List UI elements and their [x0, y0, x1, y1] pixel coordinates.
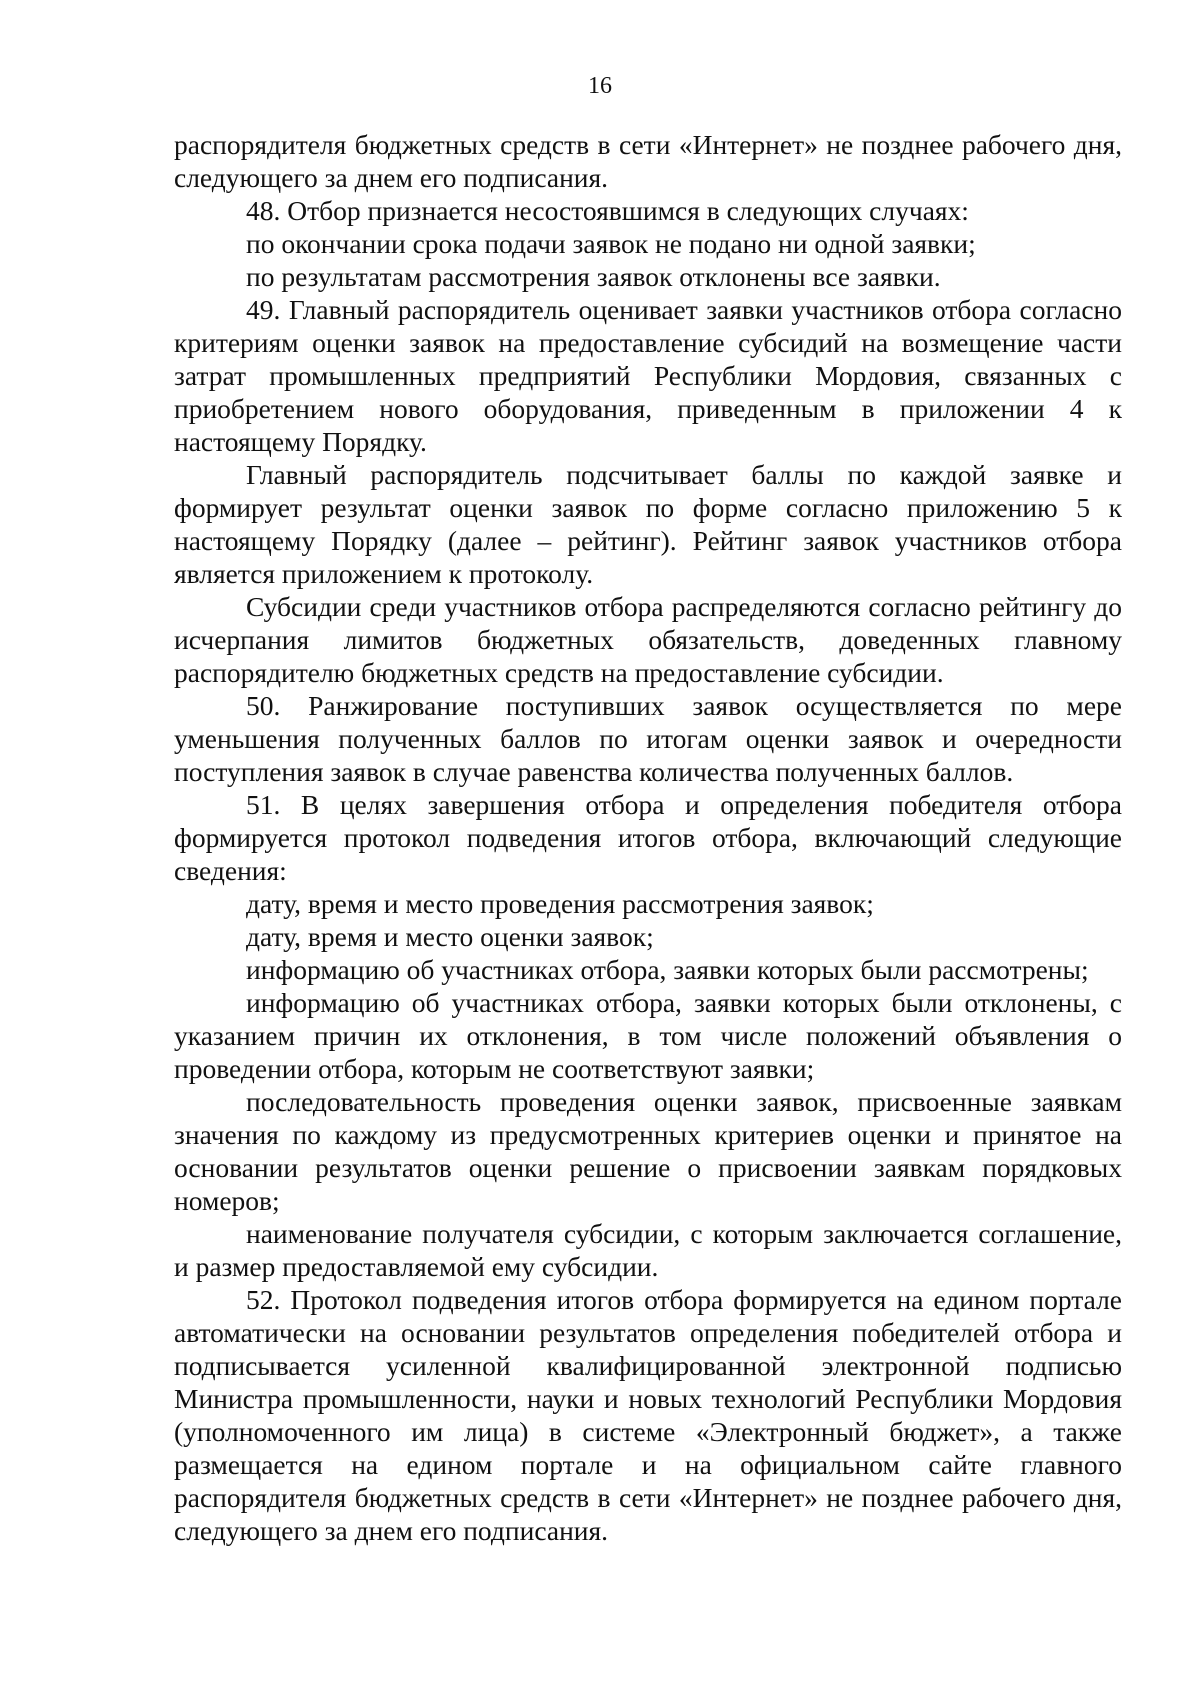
- document-body: [174, 128, 1122, 1547]
- paragraph-continuation: распорядителя бюджетных средств в сети «Интернет» не позднее рабочего дня, следующего за днем его подписания.: [174, 129, 1122, 193]
- paragraph-protocol-date-evaluation: дату, время и место оценки заявок;: [246, 921, 654, 952]
- paragraph-case-2: по результатам рассмотрения заявок отклонены все заявки.: [246, 261, 941, 292]
- paragraph-item-49: 49. Главный распорядитель оценивает заявки участников отбора согласно критериям оценки заявок на предоставление субсидий на возмещение части затрат промышленных предприятий Республики Мордовия, связанных с приобретением нового оборудования, приведенным в приложении 4 к настоящему Порядку.: [174, 294, 1122, 457]
- paragraph-protocol-rejected: информацию об участниках отбора, заявки которых были отклонены, с указанием причин их отклонения, в том числе положений объявления о проведении отбора, которым не соответствуют заявки;: [174, 987, 1122, 1084]
- paragraph-item-50: 50. Ранжирование поступивших заявок осуществляется по мере уменьшения полученных баллов по итогам оценки заявок и очередности поступления заявок в случае равенства количества полученных баллов.: [174, 690, 1122, 787]
- paragraph-item-51: 51. В целях завершения отбора и определения победителя отбора формируется протокол подведения итогов отбора, включающий следующие сведения:: [174, 789, 1122, 886]
- paragraph-distribution: Субсидии среди участников отбора распределяются согласно рейтингу до исчерпания лимитов бюджетных обязательств, доведенных главному распорядителю бюджетных средств на предоставление субсидии.: [174, 591, 1122, 688]
- paragraph-protocol-reviewed: информацию об участниках отбора, заявки которых были рассмотрены;: [246, 954, 1089, 985]
- paragraph-item-52: 52. Протокол подведения итогов отбора формируется на едином портале автоматически на основании результатов определения победителей отбора и подписывается усиленной квалифицированной электронной подписью Министра промышленности, науки и новых технологий Республики Мордовия (уполномоченного им лица) в системе «Электронный бюджет», а также размещается на едином портале и на официальном сайте главного распорядителя бюджетных средств в сети «Интернет» не позднее рабочего дня, следующего за днем его подписания.: [174, 1284, 1122, 1546]
- paragraph-case-1: по окончании срока подачи заявок не подано ни одной заявки;: [246, 228, 976, 259]
- page-number: 16: [588, 73, 612, 99]
- paragraph-protocol-sequence: последовательность проведения оценки заявок, присвоенные заявкам значения по каждому из предусмотренных критериев оценки и принятое на основании результатов оценки решение о присвоении заявкам порядковых номеров;: [174, 1086, 1122, 1216]
- paragraph-rating: Главный распорядитель подсчитывает баллы по каждой заявке и формирует результат оценки заявок по форме согласно приложению 5 к настоящему Порядку (далее – рейтинг). Рейтинг заявок участников отбора является приложением к протоколу.: [174, 459, 1122, 589]
- paragraph-item-48: 48. Отбор признается несостоявшимся в следующих случаях:: [246, 195, 969, 226]
- paragraph-protocol-recipient: наименование получателя субсидии, с которым заключается соглашение, и размер предоставляемой ему субсидии.: [174, 1218, 1122, 1282]
- paragraph-protocol-date-review: дату, время и место проведения рассмотрения заявок;: [246, 888, 874, 919]
